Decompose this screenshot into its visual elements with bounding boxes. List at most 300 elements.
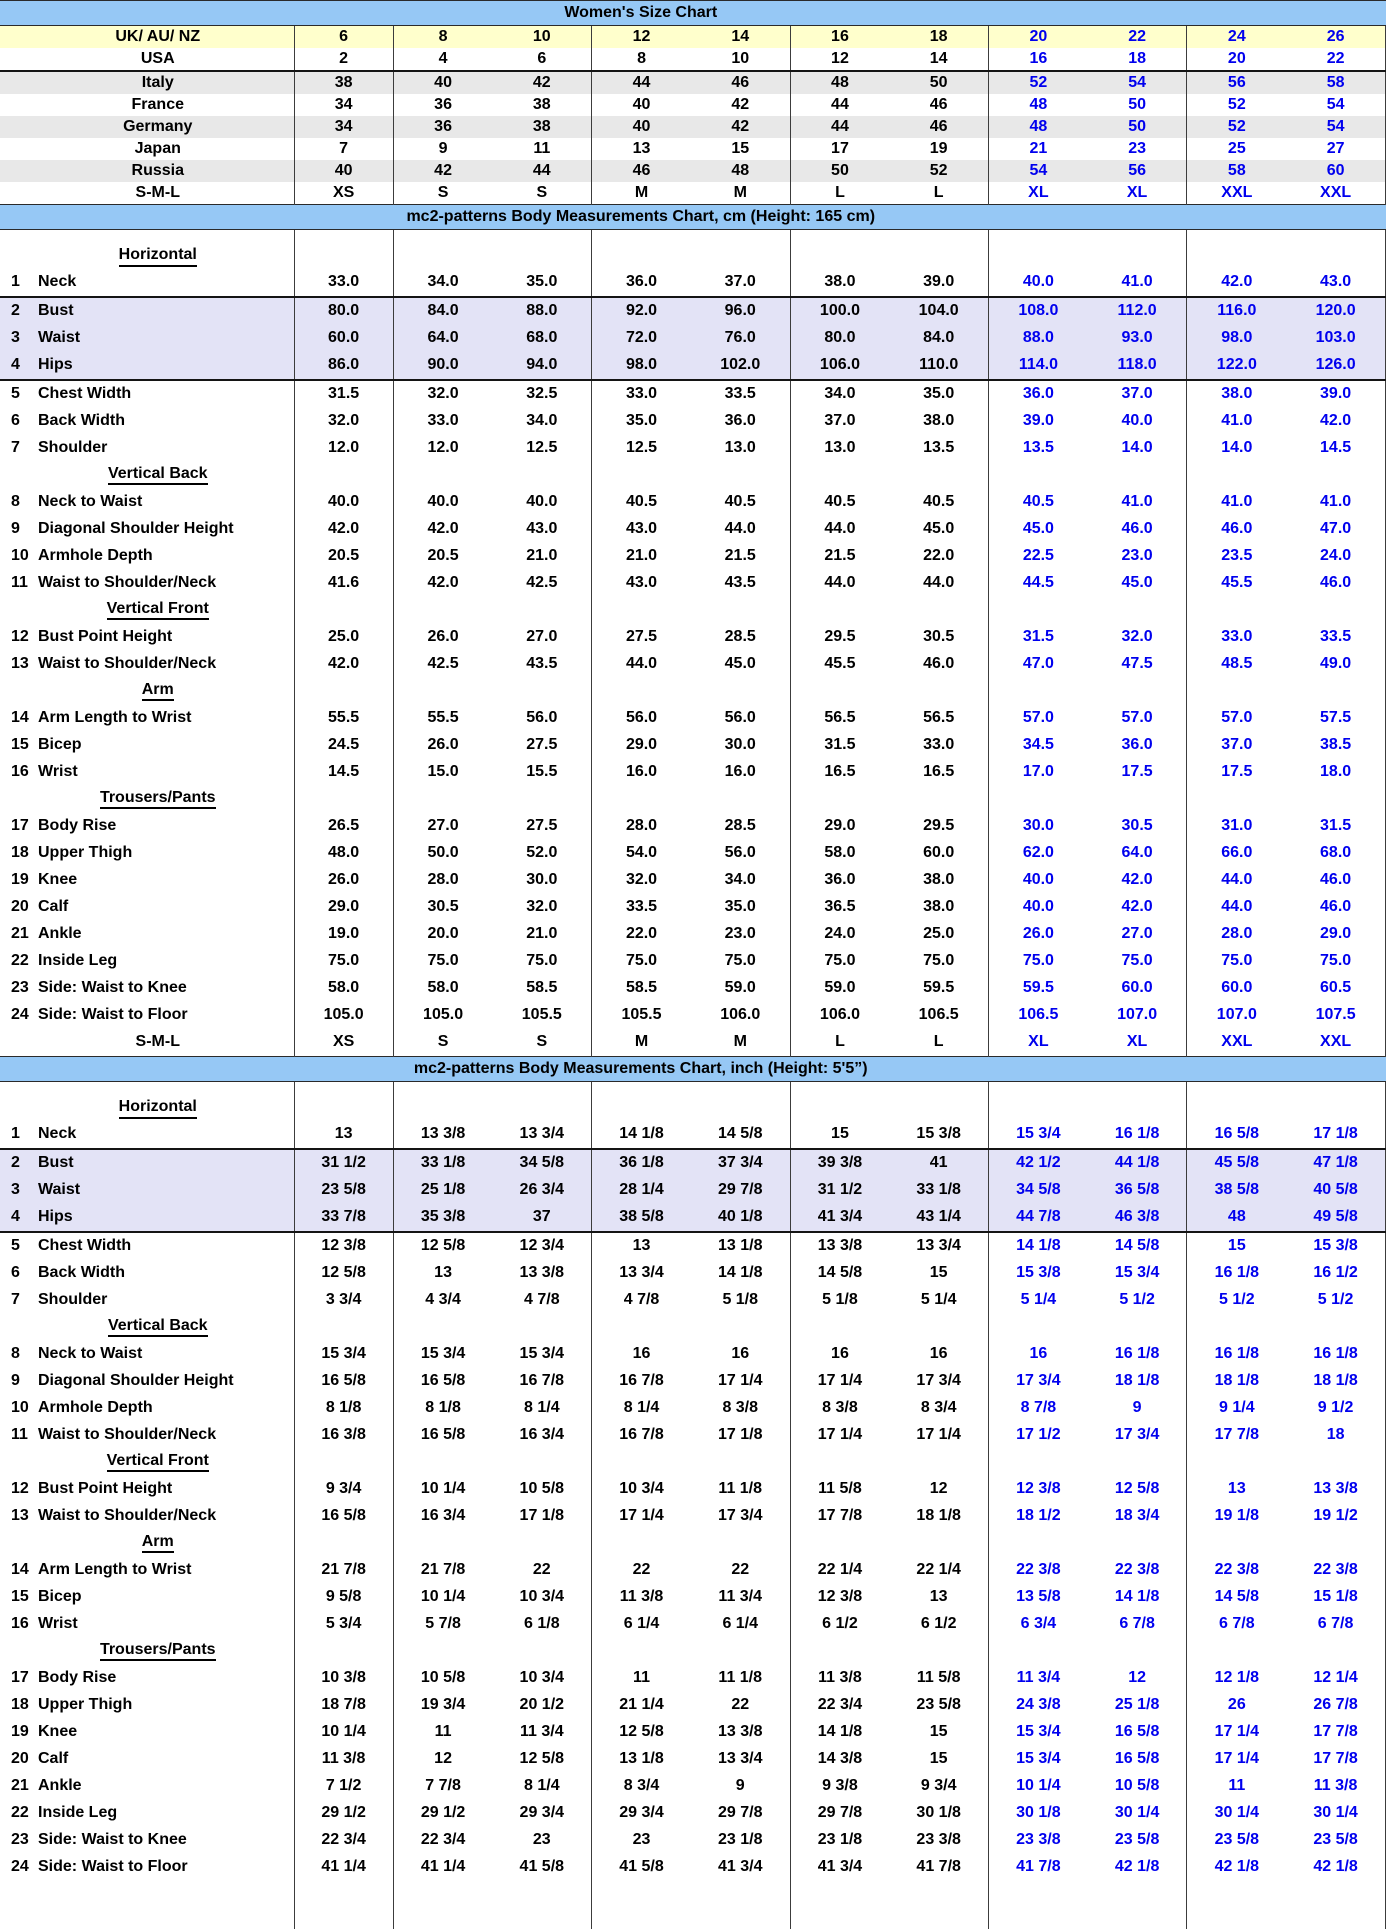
value-cell: 40.0 <box>989 894 1088 921</box>
value-cell <box>393 1638 492 1665</box>
value-cell: 84.0 <box>393 297 492 325</box>
row-number: 9 <box>0 521 38 538</box>
row-number: 18 <box>0 1697 38 1714</box>
value-cell: 19 3/4 <box>393 1692 492 1719</box>
value-cell: XL <box>989 1029 1088 1057</box>
value-cell: 16 5/8 <box>1088 1719 1187 1746</box>
value-cell: 10 5/8 <box>492 1476 591 1503</box>
value-cell: 12 5/8 <box>592 1719 691 1746</box>
value-cell: 118.0 <box>1088 352 1187 380</box>
value-cell: 5 1/4 <box>889 1287 988 1314</box>
value-cell: 17 1/4 <box>790 1368 889 1395</box>
value-cell: 38.0 <box>889 867 988 894</box>
value-cell: 44.0 <box>790 516 889 543</box>
value-cell: 86.0 <box>294 352 393 380</box>
section-label <box>0 1530 294 1557</box>
row-label <box>0 1368 294 1395</box>
value-cell: 52.0 <box>492 840 591 867</box>
value-cell: M <box>592 182 691 205</box>
row-number: 2 <box>0 1155 38 1172</box>
row-label-text: Calf <box>38 1750 68 1767</box>
value-cell: 18 7/8 <box>294 1692 393 1719</box>
row-number: 14 <box>0 1562 38 1579</box>
section-label <box>0 597 294 624</box>
measurement-row-inch-inside-leg <box>0 1800 1386 1827</box>
value-cell: 30.0 <box>492 867 591 894</box>
value-cell: 12 <box>790 48 889 71</box>
value-cell: 16.0 <box>691 759 790 786</box>
value-cell: 9 1/4 <box>1187 1395 1286 1422</box>
value-cell: 29.0 <box>1286 921 1385 948</box>
row-label <box>0 1232 294 1260</box>
value-cell: 40.0 <box>989 269 1088 297</box>
value-cell: 15 <box>790 1121 889 1149</box>
value-cell: 60 <box>1286 160 1385 182</box>
value-cell: M <box>592 1029 691 1057</box>
value-cell: 16 <box>592 1341 691 1368</box>
row-label-text: Ankle <box>38 1777 82 1794</box>
value-cell: 40.5 <box>592 489 691 516</box>
measurement-row-inch-bicep <box>0 1584 1386 1611</box>
value-cell: XL <box>989 182 1088 205</box>
value-cell: XL <box>1088 182 1187 205</box>
value-cell: 13 <box>1187 1476 1286 1503</box>
value-cell: 20.5 <box>294 543 393 570</box>
value-cell: 58.0 <box>294 975 393 1002</box>
section-label-text: Trousers/Pants <box>100 790 216 810</box>
value-cell: 8 1/4 <box>592 1395 691 1422</box>
value-cell <box>1286 1314 1385 1341</box>
value-cell: 36.0 <box>790 867 889 894</box>
section-label-row-horizontal <box>0 1082 1386 1122</box>
value-cell: 54 <box>1088 71 1187 94</box>
value-cell: 102.0 <box>691 352 790 380</box>
row-label <box>0 1422 294 1449</box>
value-cell: 29 1/2 <box>294 1800 393 1827</box>
value-cell <box>393 462 492 489</box>
value-cell: 62.0 <box>989 840 1088 867</box>
row-label <box>0 408 294 435</box>
value-cell: 5 7/8 <box>393 1611 492 1638</box>
value-cell: 28.0 <box>1187 921 1286 948</box>
value-cell: 10 3/4 <box>492 1665 591 1692</box>
measurement-row-cm-armhole-depth <box>0 543 1386 570</box>
value-cell: 19 1/2 <box>1286 1503 1385 1530</box>
value-cell: 56.5 <box>889 705 988 732</box>
measurement-row-inch-hips <box>0 1204 1386 1232</box>
value-cell: 30.5 <box>1088 813 1187 840</box>
value-cell: 56.0 <box>592 705 691 732</box>
row-label-text: Hips <box>38 356 73 373</box>
value-cell: 30 1/8 <box>989 1800 1088 1827</box>
measurement-row-inch-arm-length-to-wrist <box>0 1557 1386 1584</box>
value-cell: 55.5 <box>393 705 492 732</box>
value-cell <box>790 597 889 624</box>
value-cell: 5 1/2 <box>1088 1287 1187 1314</box>
value-cell: 17 1/8 <box>1286 1121 1385 1149</box>
value-cell <box>1088 597 1187 624</box>
value-cell: 43 1/4 <box>889 1204 988 1232</box>
value-cell <box>294 786 393 813</box>
value-cell: 18 1/2 <box>989 1503 1088 1530</box>
row-number: 13 <box>0 656 38 673</box>
value-cell: 8 7/8 <box>989 1395 1088 1422</box>
value-cell <box>691 1082 790 1122</box>
value-cell: 75.0 <box>1286 948 1385 975</box>
row-number: 12 <box>0 1481 38 1498</box>
value-cell: 37 <box>492 1204 591 1232</box>
value-cell: 13.5 <box>889 435 988 462</box>
value-cell: 31 1/2 <box>790 1177 889 1204</box>
empty-footer-row <box>0 1881 1386 1929</box>
value-cell: 18 3/4 <box>1088 1503 1187 1530</box>
value-cell <box>790 678 889 705</box>
value-cell <box>989 1881 1088 1929</box>
chart-title: Women's Size Chart <box>0 1 1386 26</box>
value-cell: 16 1/8 <box>1088 1121 1187 1149</box>
value-cell <box>1286 678 1385 705</box>
value-cell: 47.5 <box>1088 651 1187 678</box>
value-cell <box>691 1449 790 1476</box>
value-cell: XXL <box>1286 182 1385 205</box>
value-cell <box>592 1530 691 1557</box>
value-cell: 56.0 <box>492 705 591 732</box>
value-cell: 14 1/8 <box>790 1719 889 1746</box>
row-label <box>0 651 294 678</box>
value-cell: 94.0 <box>492 352 591 380</box>
value-cell: 16 <box>691 1341 790 1368</box>
value-cell: 13 3/4 <box>492 1121 591 1149</box>
value-cell: 42.0 <box>393 570 492 597</box>
row-number: 8 <box>0 1346 38 1363</box>
value-cell: 17.5 <box>1088 759 1187 786</box>
value-cell <box>393 786 492 813</box>
value-cell: 16.0 <box>592 759 691 786</box>
value-cell: 17 7/8 <box>1286 1746 1385 1773</box>
value-cell: 57.5 <box>1286 705 1385 732</box>
row-label: Japan <box>0 138 294 160</box>
conversion-row-japan <box>0 138 1386 160</box>
value-cell: 38 <box>492 94 591 116</box>
value-cell: 29.0 <box>790 813 889 840</box>
value-cell: 46.0 <box>1187 516 1286 543</box>
conversion-row-usa <box>0 48 1386 71</box>
value-cell: 15 <box>889 1719 988 1746</box>
section-label-text: Arm <box>142 682 174 702</box>
value-cell: 15.5 <box>492 759 591 786</box>
value-cell: 42 1/8 <box>1187 1854 1286 1881</box>
value-cell: 75.0 <box>1088 948 1187 975</box>
value-cell: 57.0 <box>1088 705 1187 732</box>
value-cell: 15 3/8 <box>989 1260 1088 1287</box>
value-cell: XXL <box>1286 1029 1385 1057</box>
value-cell <box>691 230 790 270</box>
value-cell <box>592 230 691 270</box>
value-cell: 33.5 <box>592 894 691 921</box>
value-cell: 12 5/8 <box>1088 1476 1187 1503</box>
value-cell: 12 3/4 <box>492 1232 591 1260</box>
row-label <box>0 1476 294 1503</box>
conversion-row-france <box>0 94 1386 116</box>
row-label-text: Upper Thigh <box>38 1696 132 1713</box>
value-cell: 21 7/8 <box>294 1557 393 1584</box>
value-cell: 41.6 <box>294 570 393 597</box>
value-cell: 38 <box>294 71 393 94</box>
value-cell: 14 3/8 <box>790 1746 889 1773</box>
value-cell <box>1286 786 1385 813</box>
value-cell: 31.5 <box>989 624 1088 651</box>
value-cell: 42.0 <box>1187 269 1286 297</box>
value-cell: 14 1/8 <box>1088 1584 1187 1611</box>
measurement-row-inch-side-waist-to-floor <box>0 1854 1386 1881</box>
value-cell: S <box>393 1029 492 1057</box>
value-cell: 106.5 <box>889 1002 988 1029</box>
value-cell: 22.5 <box>989 543 1088 570</box>
value-cell: 49.0 <box>1286 651 1385 678</box>
value-cell <box>1187 1881 1286 1929</box>
value-cell: 5 1/8 <box>691 1287 790 1314</box>
value-cell: 12 1/4 <box>1286 1665 1385 1692</box>
value-cell: 6 7/8 <box>1286 1611 1385 1638</box>
value-cell: 16 5/8 <box>294 1368 393 1395</box>
row-label <box>0 1719 294 1746</box>
value-cell: 15 3/4 <box>989 1746 1088 1773</box>
value-cell <box>492 1449 591 1476</box>
value-cell: 16 5/8 <box>393 1422 492 1449</box>
value-cell: 38.0 <box>1187 380 1286 408</box>
value-cell: 15 <box>1187 1232 1286 1260</box>
value-cell: 11 <box>1187 1773 1286 1800</box>
value-cell: 46.0 <box>1286 867 1385 894</box>
value-cell: 7 1/2 <box>294 1773 393 1800</box>
value-cell: 64.0 <box>393 325 492 352</box>
value-cell: 36.0 <box>691 408 790 435</box>
value-cell: 13 3/8 <box>393 1121 492 1149</box>
measurement-row-inch-back-width <box>0 1260 1386 1287</box>
row-number: 22 <box>0 1805 38 1822</box>
value-cell: 64.0 <box>1088 840 1187 867</box>
value-cell: 22 3/8 <box>1286 1557 1385 1584</box>
row-number: 12 <box>0 629 38 646</box>
value-cell: 14 1/8 <box>691 1260 790 1287</box>
value-cell: 48.5 <box>1187 651 1286 678</box>
row-label <box>0 1611 294 1638</box>
value-cell: 48 <box>790 71 889 94</box>
value-cell: 45.5 <box>1187 570 1286 597</box>
value-cell: 22 3/8 <box>989 1557 1088 1584</box>
row-label <box>0 1204 294 1232</box>
value-cell: 25 <box>1187 138 1286 160</box>
value-cell: 106.0 <box>790 352 889 380</box>
value-cell: 34.0 <box>492 408 591 435</box>
value-cell: 44.0 <box>1187 894 1286 921</box>
value-cell: 26.0 <box>294 867 393 894</box>
value-cell: 60.0 <box>889 840 988 867</box>
value-cell: 42 <box>393 160 492 182</box>
value-cell: 17 1/4 <box>691 1368 790 1395</box>
value-cell: 13 <box>393 1260 492 1287</box>
value-cell <box>1088 1881 1187 1929</box>
value-cell: 23.0 <box>1088 543 1187 570</box>
value-cell <box>1088 1082 1187 1122</box>
value-cell: 22 3/8 <box>1088 1557 1187 1584</box>
measurement-row-inch-diagonal-shoulder-height <box>0 1368 1386 1395</box>
value-cell: 16 1/8 <box>1088 1341 1187 1368</box>
row-label-text: Side: Waist to Floor <box>38 1858 188 1875</box>
section-label-row-vertical-front <box>0 1449 1386 1476</box>
value-cell: XS <box>294 1029 393 1057</box>
row-label <box>0 921 294 948</box>
value-cell <box>492 230 591 270</box>
value-cell <box>1187 1082 1286 1122</box>
value-cell: 14.5 <box>1286 435 1385 462</box>
section-label <box>0 1449 294 1476</box>
value-cell: 58 <box>1187 160 1286 182</box>
value-cell: 41 1/4 <box>393 1854 492 1881</box>
value-cell: 32.0 <box>1088 624 1187 651</box>
value-cell: 6 1/4 <box>691 1611 790 1638</box>
value-cell: 21.5 <box>691 543 790 570</box>
value-cell: 76.0 <box>691 325 790 352</box>
value-cell: 20.5 <box>393 543 492 570</box>
section-label-text: Trousers/Pants <box>100 1642 216 1662</box>
row-label <box>0 1584 294 1611</box>
value-cell <box>790 1881 889 1929</box>
value-cell: 12.0 <box>294 435 393 462</box>
value-cell: 110.0 <box>889 352 988 380</box>
section-label <box>0 1638 294 1665</box>
row-number: 23 <box>0 1832 38 1849</box>
section-label <box>0 678 294 705</box>
conversion-row-germany <box>0 116 1386 138</box>
value-cell: 39.0 <box>1286 380 1385 408</box>
value-cell: 22 1/4 <box>790 1557 889 1584</box>
value-cell: 41 1/4 <box>294 1854 393 1881</box>
row-number: 20 <box>0 899 38 916</box>
row-label <box>0 624 294 651</box>
value-cell: 24.5 <box>294 732 393 759</box>
value-cell: XS <box>294 182 393 205</box>
row-number: 7 <box>0 440 38 457</box>
value-cell <box>1286 1881 1385 1929</box>
value-cell: 25.0 <box>294 624 393 651</box>
row-label <box>0 570 294 597</box>
value-cell <box>294 230 393 270</box>
value-cell: 9 <box>393 138 492 160</box>
section-label <box>0 1082 294 1122</box>
value-cell <box>691 597 790 624</box>
value-cell: 19 1/8 <box>1187 1503 1286 1530</box>
conversion-row-uk-au-nz <box>0 26 1386 49</box>
row-label <box>0 732 294 759</box>
value-cell: 22 3/4 <box>790 1692 889 1719</box>
value-cell: 23.0 <box>691 921 790 948</box>
value-cell <box>790 1449 889 1476</box>
value-cell: 22 <box>1088 26 1187 49</box>
value-cell: 36 <box>393 116 492 138</box>
row-label <box>0 705 294 732</box>
value-cell: 44.0 <box>1187 867 1286 894</box>
row-label-text: Side: Waist to Knee <box>38 979 187 996</box>
value-cell: 41 <box>889 1149 988 1177</box>
measurement-row-cm-shoulder <box>0 435 1386 462</box>
row-label-text: Side: Waist to Knee <box>38 1831 187 1848</box>
value-cell: 12.5 <box>492 435 591 462</box>
value-cell: 13 3/8 <box>691 1719 790 1746</box>
value-cell: 27.5 <box>592 624 691 651</box>
row-number: 8 <box>0 494 38 511</box>
value-cell: 42 1/8 <box>1286 1854 1385 1881</box>
measurement-row-cm-ankle <box>0 921 1386 948</box>
row-number: 16 <box>0 1616 38 1633</box>
value-cell: 80.0 <box>790 325 889 352</box>
row-label-text: Side: Waist to Floor <box>38 1006 188 1023</box>
value-cell: 41 3/4 <box>790 1854 889 1881</box>
value-cell: 14 5/8 <box>1088 1232 1187 1260</box>
value-cell: 18 1/8 <box>1187 1368 1286 1395</box>
inch-section-header-row <box>0 1057 1386 1082</box>
measurement-row-inch-wrist <box>0 1611 1386 1638</box>
value-cell: 38.5 <box>1286 732 1385 759</box>
value-cell: 28.0 <box>393 867 492 894</box>
value-cell: 10 3/8 <box>294 1665 393 1692</box>
value-cell: 11 3/8 <box>1286 1773 1385 1800</box>
value-cell: 23 1/8 <box>790 1827 889 1854</box>
value-cell: 16 <box>889 1341 988 1368</box>
value-cell <box>393 1314 492 1341</box>
value-cell: 46 <box>592 160 691 182</box>
value-cell: 17 <box>790 138 889 160</box>
value-cell: 8 1/4 <box>492 1773 591 1800</box>
value-cell: 104.0 <box>889 297 988 325</box>
value-cell: 42.0 <box>1088 894 1187 921</box>
value-cell <box>1088 230 1187 270</box>
value-cell <box>691 1638 790 1665</box>
chart-title-row <box>0 1 1386 26</box>
value-cell: 33 7/8 <box>294 1204 393 1232</box>
value-cell <box>294 1881 393 1929</box>
value-cell: 75.0 <box>592 948 691 975</box>
value-cell: L <box>790 1029 889 1057</box>
value-cell: 10 1/4 <box>294 1719 393 1746</box>
value-cell: 14.0 <box>1187 435 1286 462</box>
row-label <box>0 489 294 516</box>
value-cell: 54 <box>1286 94 1385 116</box>
value-cell: 32.0 <box>393 380 492 408</box>
value-cell: 45.0 <box>989 516 1088 543</box>
value-cell: 30.5 <box>889 624 988 651</box>
value-cell: 15 3/8 <box>889 1121 988 1149</box>
value-cell <box>691 1881 790 1929</box>
value-cell: 23.5 <box>1187 543 1286 570</box>
value-cell: 29 1/2 <box>393 1800 492 1827</box>
value-cell: 25.0 <box>889 921 988 948</box>
row-label <box>0 975 294 1002</box>
value-cell: 15 <box>889 1746 988 1773</box>
size-chart-rows <box>0 1 1386 1929</box>
value-cell: 107.5 <box>1286 1002 1385 1029</box>
value-cell: 26.0 <box>393 624 492 651</box>
row-number: 24 <box>0 1859 38 1876</box>
value-cell: 12 <box>592 26 691 49</box>
measurement-row-inch-waist-to-shoulder-neck <box>0 1422 1386 1449</box>
value-cell: 11 3/4 <box>492 1719 591 1746</box>
value-cell: 103.0 <box>1286 325 1385 352</box>
value-cell <box>393 597 492 624</box>
value-cell: 3 3/4 <box>294 1287 393 1314</box>
value-cell: 17 3/4 <box>989 1368 1088 1395</box>
value-cell: 10 <box>691 48 790 71</box>
